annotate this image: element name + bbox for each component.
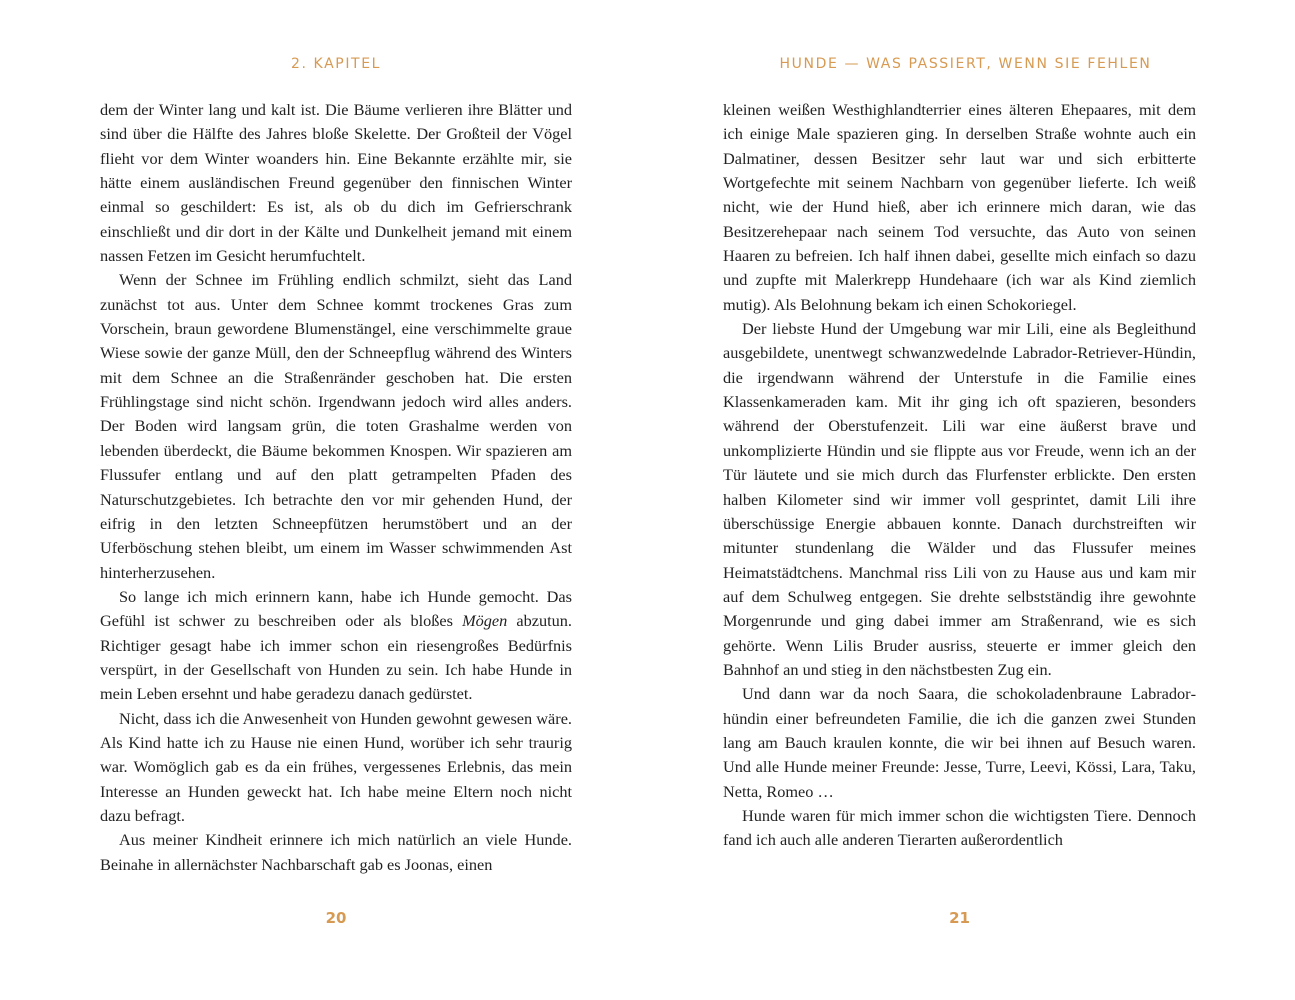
paragraph: Wenn der Schnee im Frühling endlich schmilzt, sieht das Land zunächst tot aus. Unter dem Schnee kommt trockenes Gras zum Vorschein, braun gewordene Blumenstängel, eine verschimmelte graue Wiese sowie der ganze Müll, den der Schneepflug während des Winters mit dem Schnee an die Straßenränder geschoben hat. Die ersten Frühlingstage sind nicht schön. Irgendwann jedoch wird alles anders. Der Boden wird langsam grün, die toten Grashalme werden von lebenden überdeckt, die Bäume bekommen Knospen. Wir spazieren am Flussufer entlang und auf den platt getrampelten Pfaden des Naturschutzgebietes. Ich betrachte den vor mir gehenden Hund, der eifrig in den letzten Schneepfützen herumstöbert und an der Uferböschung stehen bleibt, um einem im Wasser schwimmenden Ast hinterherzusehen. <box>100 270 572 582</box>
page-number: 21 <box>949 909 970 927</box>
paragraph: Aus meiner Kindheit erinnere ich mich natürlich an viele Hunde. Beinahe in allernächster Nachbarschaft gab es Joonas, einen <box>100 830 572 874</box>
page-number: 20 <box>325 909 347 927</box>
left-page-body <box>100 98 572 877</box>
paragraph: kleinen weißen Westhighlandterrier eines älteren Ehepaares, mit dem ich einige Male spazieren ging. In derselben Straße wohnte auch ein Dalmatiner, dessen Besitzer sehr laut war und sich erbitterte Wortgefechte mit seinem Nachbarn von gegenüber lieferte. Ich weiß nicht, wie der Hund hieß, aber ich erinnere mich daran, wie das Besitzerehepaar nach seinem Tod versuchte, das Auto von seinen Haaren zu befreien. Ich half ihnen dabei, gesellte mich einfach so dazu und zupfte mit Malerkrepp Hundehaare (ich war als Kind ziemlich mutig). Als Belohnung bekam ich einen Schokoriegel. <box>723 100 1196 314</box>
paragraph: Nicht, dass ich die Anwesenheit von Hunden gewohnt gewesen wäre. Als Kind hatte ich zu Hause nie einen Hund, worüber ich sehr traurig war. Womöglich gab es da ein frühes, vergessenes Erlebnis, das mein Interesse an Hunden geweckt hat. Ich habe meine Eltern noch nicht dazu befragt. <box>100 708 572 825</box>
running-head-chapter: 2. KAPITEL <box>290 56 382 72</box>
running-head-title: HUNDE — WAS PASSIERT, WENN SIE FEHLEN <box>779 56 1152 72</box>
paragraph-text: So lange ich mich erinnern kann, habe ich Hunde gemocht. Das Gefühl ist schwer zu beschreiben oder als bloßes <box>100 586 572 631</box>
paragraph <box>100 585 572 707</box>
emphasis-word: Mögen <box>462 611 508 631</box>
paragraph-text: abzutun. Richtiger gesagt habe ich immer schon ein riesengroßes Bedürfnis verspürt, in der Gesellschaft von Hunden zu sein. Ich habe Hunde in mein Leben ersehnt und habe geradezu danach gedürstet. <box>100 611 572 704</box>
paragraph: Der liebste Hund der Umgebung war mir Lili, eine als Begleithund ausgebildete, unentwegt schwanzwedelnde Labrador-Retriever-Hündin, die irgendwann während der Unterstufe in die Familie eines Klassenkameraden kam. Mit ihr ging ich oft spazieren, besonders während der Oberstufenzeit. Lili war eine äußerst brave und unkomplizierte Hündin und sie flippte aus vor Freude, wenn ich an der Tür läutete und sie mich durch das Flurfenster erblickte. Den ersten halben Kilometer sind wir immer voll gesprintet, damit Lili ihre überschüssige Energie abbauen konnte. Danach durchstreiften wir mitunter stundenlang die Wälder und das Flussufer meines Heimatstädtchens. Manchmal riss Lili von zu Hause aus und kam mir auf dem Schulweg entgegen. Sie drehte selbstständig ihre gewohnte Morgenrunde und ging dabei immer am Straßenrand, wie es sich gehörte. Wenn Lilis Bruder ausriss, steuerte er immer gleich den Bahnhof an und stieg in den nächstbesten Zug ein. <box>723 319 1196 679</box>
paragraph: dem der Winter lang und kalt ist. Die Bäume verlieren ihre Blätter und sind über die Hälfte des Jahres bloße Skelette. Der Großteil der Vögel flieht vor dem Winter woanders hin. Eine Bekannte erzählte mir, sie hätte einem ausländischen Freund gegenüber den finnischen Winter einmal so geschildert: Es ist, als ob du dich im Gefrierschrank einschließt und dir dort in der Kälte und Dunkelheit jemand mit einem nassen Fetzen im Gesicht herumfuchtelt. <box>100 100 572 266</box>
left-page <box>100 0 572 1000</box>
right-page <box>723 0 1196 1000</box>
right-page-body <box>723 98 1196 853</box>
paragraph: Hunde waren für mich immer schon die wichtigsten Tiere. Dennoch fand ich auch alle anderen Tierarten außerordentlich <box>723 805 1196 850</box>
paragraph: Und dann war da noch Saara, die schokoladenbraune Labradorhündin einer befreundeten Familie, die ich die ganzen zwei Stunden lang am Bauch kraulen konnte, die wir bei ihnen auf Besuch waren. Und alle Hunde meiner Freunde: Jesse, Turre, Leevi, Kössi, Lara, Taku, Netta, Romeo … <box>723 684 1196 801</box>
